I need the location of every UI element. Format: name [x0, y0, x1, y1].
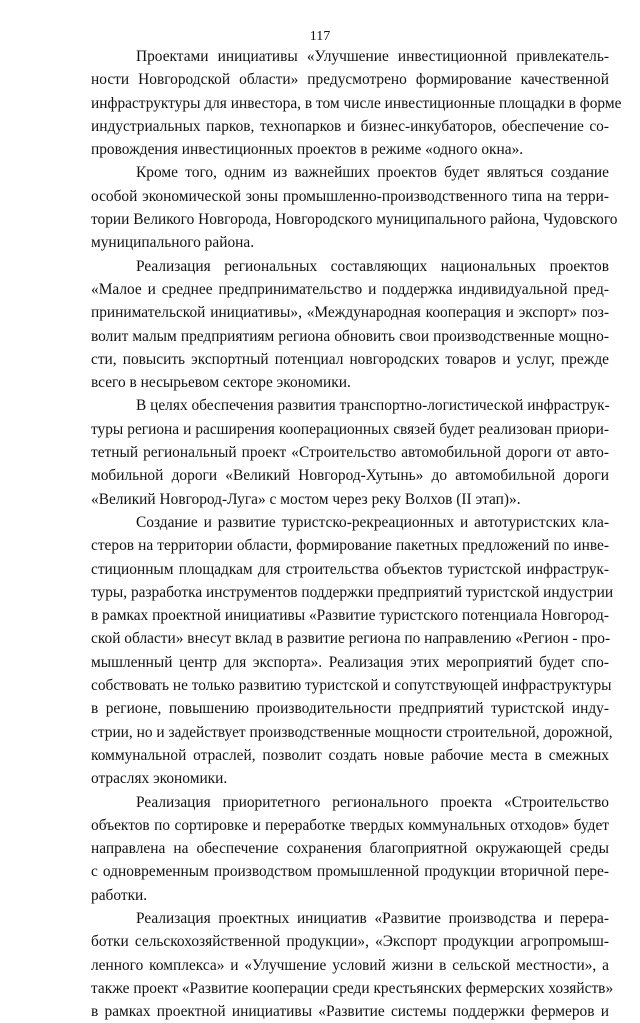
paragraph: [91, 161, 618, 254]
paragraph: [91, 907, 614, 1023]
text-line: инфраструктуры для инвестора, в том числе инвестиционные площадки в форме: [91, 94, 622, 112]
text-line: ленного комплекса» и «Улучшение условий жизни в сельской местности», а: [91, 956, 609, 974]
text-line: туры, разработка инструментов поддержки предприятий туристской индустрии: [91, 583, 614, 601]
text-line: в рамках проектной инициативы «Развитие туристского потенциала Новгород-: [91, 607, 609, 625]
text-line: «Малое и среднее предпринимательство и поддержка индивидуальной пред-: [91, 280, 609, 298]
text-line: провождения инвестиционных проектов в режиме «одного окна».: [91, 141, 524, 159]
text-line: В целях обеспечения развития транспортно-логистической инфраструк-: [136, 397, 610, 415]
text-line: муниципального района.: [91, 234, 255, 252]
paragraph: [91, 791, 609, 907]
text-line: Реализация проектных инициатив «Развитие производства и перера-: [136, 909, 609, 927]
text-line: в регионе, повышению производительности предприятий туристской инду-: [91, 700, 609, 718]
text-line: Реализация региональных составляющих национальных проектов: [136, 257, 609, 275]
text-line: волит малым предприятиям региона обновить свои производственные мощно-: [91, 327, 609, 345]
text-line: стрии, но и задействует производственные мощности строительной, дорожной,: [91, 723, 613, 741]
text-line: сти, повысить экспортный потенциал новгородских товаров и услуг, прежде: [91, 350, 609, 368]
text-line: мобильной дороги «Великий Новгород-Хутынь» до автомобильной дороги: [91, 467, 609, 485]
text-line: мышленный центр для экспорта». Реализация этих мероприятий будет спо-: [91, 653, 609, 671]
text-line: ности Новгородской области» предусмотрено формирование качественной: [91, 71, 609, 89]
text-line: отраслях экономики.: [91, 770, 228, 788]
text-line: направлена на обеспечение сохранения благоприятной окружающей среды: [91, 840, 609, 858]
text-line: объектов по сортировке и переработке твердых коммунальных отходов» будет: [91, 816, 609, 834]
text-line: индустриальных парков, технопарков и бизнес-инкубаторов, обеспечение со-: [91, 117, 609, 135]
text-line: Кроме того, одним из важнейших проектов будет являться создание: [136, 164, 609, 182]
text-line: коммунальной отраслей, позволит создать новые рабочие места в смежных: [91, 746, 609, 764]
text-line: Реализация приоритетного регионального проекта «Строительство: [136, 793, 609, 811]
text-line: с одновременным производством промышленной продукции вторичной пере-: [91, 863, 609, 881]
text-line: работки.: [91, 886, 148, 904]
text-line: особой экономической зоны промышленно-производственного типа на терри-: [91, 187, 609, 205]
paragraph: [91, 45, 622, 161]
text-line: тории Великого Новгорода, Новгородского муниципального района, Чудовского: [91, 211, 618, 229]
text-line: собствовать не только развитию туристской и сопутствующей инфраструктуры: [91, 677, 612, 695]
text-line: Проектами инициативы «Улучшение инвестиционной привлекатель-: [136, 48, 609, 65]
paragraph: [91, 255, 609, 395]
page-number: 117: [309, 29, 331, 44]
text-line: ботки сельскохозяйственной продукции», «Экспорт продукции агропромыш-: [91, 933, 609, 951]
text-line: Создание и развитие туристско-рекреационных и автотуристских кла-: [136, 513, 609, 531]
text-line: всего в несырьевом секторе экономики.: [91, 374, 351, 392]
document-body: [91, 45, 622, 1023]
paragraph: [91, 511, 614, 791]
text-line: стиционным площадкам для строительства объектов туристской инфраструк-: [91, 560, 609, 578]
text-line: принимательской инициативы», «Международная кооперация и экспорт» поз-: [91, 304, 609, 322]
text-line: тетный региональный проект «Строительство автомобильной дороги от авто-: [91, 444, 609, 462]
text-line: стеров на территории области, формирование пакетных предложений по инве-: [91, 537, 609, 555]
paragraph: [91, 394, 609, 510]
text-line: в рамках проектной инициативы «Развитие системы поддержки фермеров и: [91, 1003, 609, 1021]
text-line: также проект «Развитие кооперации среди крестьянских фермерских хозяйств»: [91, 979, 614, 997]
text-line: туры региона и расширения кооперационных связей будет реализован приори-: [91, 420, 609, 438]
text-line: «Великий Новгород-Луга» с мостом через реку Волхов (II этап)».: [91, 490, 521, 508]
text-line: ской области» внесут вклад в развитие региона по направлению «Регион - про-: [91, 630, 611, 648]
